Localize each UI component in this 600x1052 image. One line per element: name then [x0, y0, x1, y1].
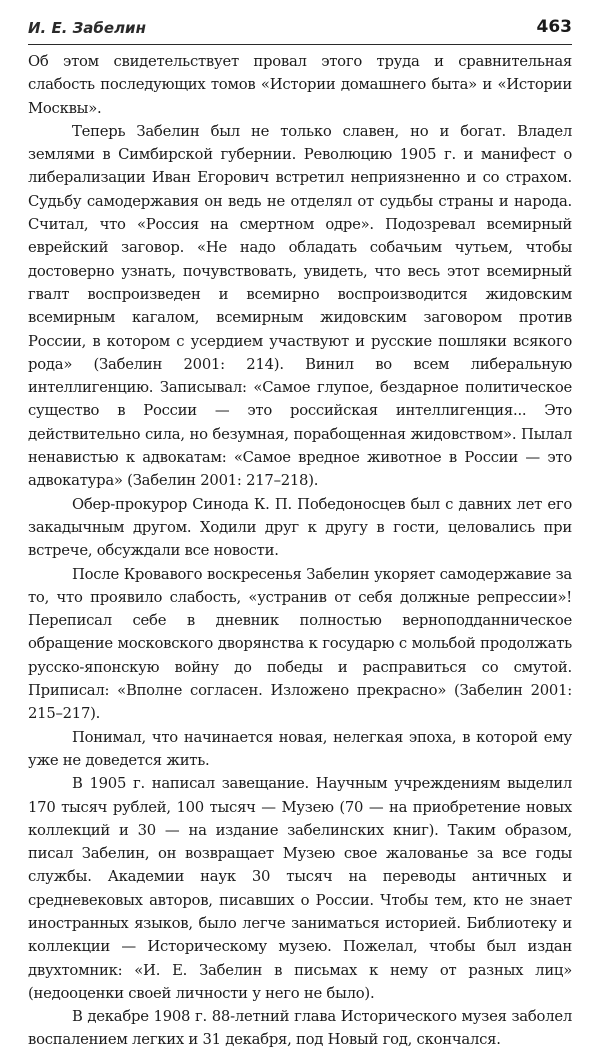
page-number: 463	[536, 17, 572, 37]
body-text	[28, 50, 572, 1052]
paragraph: После Кровавого воскресенья Забелин укоряет самодержавие за то, что проявило слабость, «устранив от себя должные репрессии»! Переписал себе в дневник полностью верноподданническое обращение московского дворянства к государю с мольбой продолжать русско-японскую войну до победы и расправиться со смутой. Приписал: «Вполне согласен. Изложено прекрасно» (Забелин 2001: 215–217).	[28, 565, 572, 723]
paragraph: Об этом свидетельствует провал этого труда и сравнительная слабость последующих томов «Истории домашнего быта» и «Истории Москвы».	[28, 53, 572, 117]
paragraph: В декабре 1908 г. 88-летний глава Исторического музея заболел воспалением легких и 31 декабря, под Новый год, скончался.	[28, 1008, 572, 1049]
paragraph: Обер-прокурор Синода К. П. Победоносцев был с давних лет его закадычным другом. Ходили друг к другу в гости, целовались при встрече, обсуждали все новости.	[28, 495, 572, 560]
running-head: И. Е. Забелин	[28, 19, 146, 37]
paragraph: Теперь Забелин был не только славен, но и богат. Владел землями в Симбирской губернии. Революцию 1905 г. и манифест о либерализации Иван Егорович встретил неприязненно и со страхом. Судьбу самодержавия он ведь не отделял от судьбы страны и народа. Считал, что «Россия на смертном одре». Подозревал всемирный еврейский заговор. «Не надо обладать собачьим чутьем, чтобы достоверно узнать, почувствовать, увидеть, что весь этот всемирный гвалт воспроизведен и всемирно воспроизводится жидовским всемирным кагалом, всемирным жидовским заговором против России, в котором с усердием участвуют и русские пошляки всякого рода» (Забелин 2001: 214). Винил во всем либеральную интеллигенцию. Записывал: «Самое глупое, бездарное политическое существо в России — это российская интеллигенция... Это действительно сила, но безумная, порабощенная жидовством». Пылал ненавистью к адвокатам: «Самое вредное животное в России — это адвокатура» (Забелин 2001: 217–218).	[28, 122, 572, 490]
paragraph: Понимал, что начинается новая, нелегкая эпоха, в которой ему уже не доведется жить.	[28, 728, 572, 769]
page-header	[28, 12, 572, 45]
paragraph: В 1905 г. написал завещание. Научным учреждениям выделил 170 тысяч рублей, 100 тысяч — Музею (70 — на приобретение новых коллекций и 30 — на издание забелинских книг). Таким образом, писал Забелин, он возвращает Музею свое жалованье за все годы службы. Академии наук 30 тысяч на переводы античных и средневековых авторов, писавших о России. Чтобы тем, кто не знает иностранных языков, было легче заниматься историей. Библиотеку и коллекции — Историческому музею. Пожелал, чтобы был издан двухтомник: «И. Е. Забелин в письмах к нему от разных лиц» (недооценки своей личности у него не было).	[28, 775, 572, 1002]
